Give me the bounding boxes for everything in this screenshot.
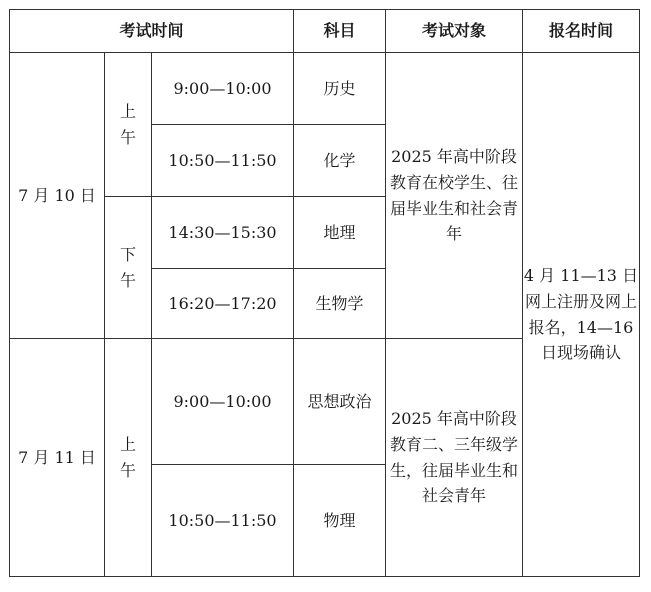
registration-cell: 4 月 11—13 日网上注册及网上报名，14—16 日现场确认 <box>523 53 640 577</box>
header-registration: 报名时间 <box>523 10 640 53</box>
exam-time-cell: 9:00—10:00 <box>152 339 294 465</box>
header-subject: 科目 <box>294 10 386 53</box>
exam-time-cell: 16:20—17:20 <box>152 269 294 339</box>
period-label: 上午 <box>120 101 137 147</box>
header-row <box>10 10 640 53</box>
exam-time-cell: 14:30—15:30 <box>152 197 294 269</box>
target-cell: 2025 年高中阶段教育在校学生、往届毕业生和社会青年 <box>386 53 523 339</box>
subject-cell: 历史 <box>294 53 386 125</box>
exam-time-cell: 9:00—10:00 <box>152 53 294 125</box>
exam-schedule-table <box>9 9 640 577</box>
subject-cell: 生物学 <box>294 269 386 339</box>
period-cell <box>105 339 152 577</box>
exam-time-cell: 10:50—11:50 <box>152 125 294 197</box>
exam-time-cell: 10:50—11:50 <box>152 465 294 577</box>
table-row <box>10 53 640 125</box>
date-cell: 7 月 10 日 <box>10 53 105 339</box>
subject-cell: 化学 <box>294 125 386 197</box>
header-target: 考试对象 <box>386 10 523 53</box>
target-cell: 2025 年高中阶段教育二、三年级学生，往届毕业生和社会青年 <box>386 339 523 577</box>
period-label: 下午 <box>120 244 137 290</box>
period-cell <box>105 53 152 197</box>
period-cell <box>105 197 152 339</box>
subject-cell: 地理 <box>294 197 386 269</box>
date-cell: 7 月 11 日 <box>10 339 105 577</box>
header-exam-time: 考试时间 <box>10 10 294 53</box>
subject-cell: 物理 <box>294 465 386 577</box>
subject-cell: 思想政治 <box>294 339 386 465</box>
period-label: 上午 <box>120 434 137 480</box>
